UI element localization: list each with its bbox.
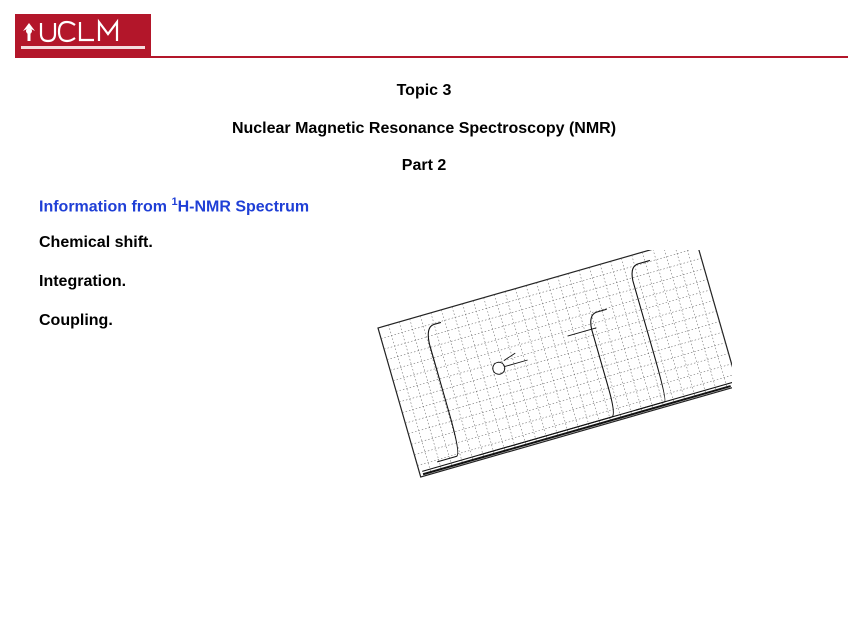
section-heading	[39, 196, 309, 216]
list-item-chemical-shift: Chemical shift.	[39, 234, 153, 251]
heading-prefix: Information from	[39, 198, 172, 216]
header-divider	[15, 56, 848, 58]
list-item-coupling: Coupling.	[39, 312, 113, 329]
nmr-spectrum-image	[372, 250, 732, 505]
uclm-logo-icon	[15, 14, 151, 56]
heading-suffix: H-NMR Spectrum	[177, 198, 310, 216]
part-label: Part 2	[401, 157, 447, 174]
uclm-logo	[15, 14, 151, 56]
slide-title: Nuclear Magnetic Resonance Spectroscopy (NMR)	[231, 120, 617, 137]
topic-label: Topic 3	[396, 82, 452, 99]
heading-superscript: 1	[171, 196, 178, 208]
list-item-integration: Integration.	[39, 273, 127, 290]
